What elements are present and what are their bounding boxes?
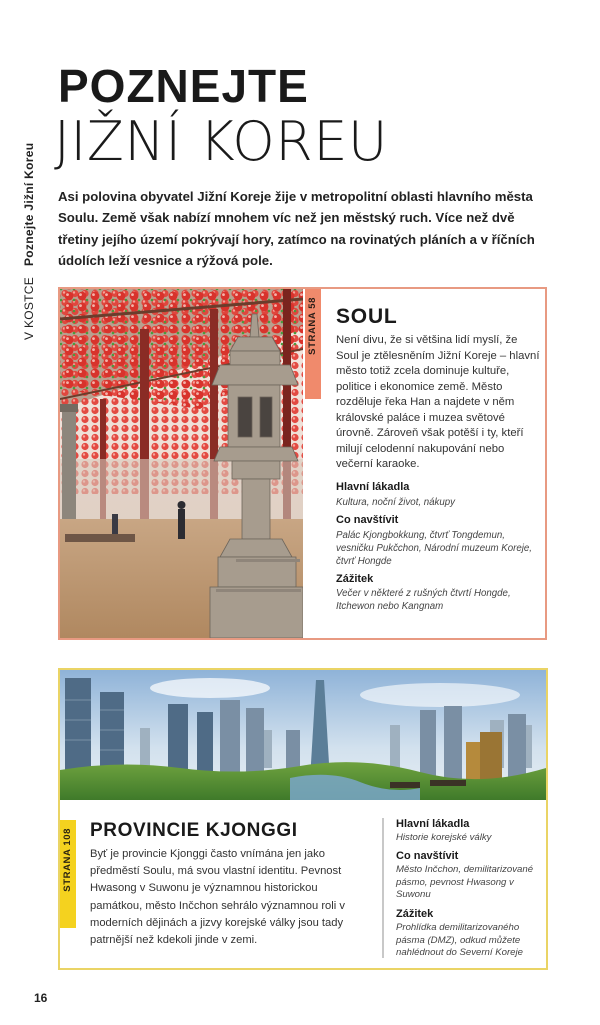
section-side-label [22,143,36,340]
seoul-title: SOUL [336,305,398,328]
page-title-line2: JIŽNÍ KOREU [54,110,388,173]
seoul-description: Není divu, že si většina lidí myslí, že Soul je ztělesněním Jižní Koreje – hlavní město totiž zcela dominuje kultuře, politice i ekonomice země. Město rozděluje řeka Han a najdete v něm královské paláce i muzea světové úrovně. Zároveň však potěší i ty, kteří milují celodenní nakupování nebo večerní karaoke. [336,334,540,470]
seoul-visit-label: Co navštívit [336,514,399,526]
seoul-page-tab [305,289,321,399]
page-number: 16 [34,991,48,1005]
gyeonggi-title: PROVINCIE KJONGGI [90,820,298,841]
gyeonggi-highlights: Historie korejské války [396,832,492,843]
gyeonggi-visit: Město Inčchon, demilitarizované pásmo, pevnost Hwasong v Suwonu [396,864,534,900]
gyeonggi-description: Byť je provincie Kjonggi často vnímána jen jako předměstí Soulu, má svou vlastní identitu. Pevnost Hwasong v Suwonu je významnou historickou památkou, město Inčchon sehrálo významnou roli v moderních dějinách a jizvy korejské války jsou tady patrnější než kdekoli jinde v zemi. [90,848,345,947]
gyeonggi-page-tab [60,820,76,928]
gyeonggi-section [58,668,548,970]
seoul-highlights-label: Hlavní lákadla [336,481,410,493]
gyeonggi-experience: Prohlídka demilitarizovaného pásma (DMZ), odkud můžete nahlédnout do Severní Koreje [396,922,523,958]
page-title-line1: POZNEJTE [58,60,309,112]
gyeonggi-visit-label: Co navštívit [396,850,459,862]
gyeonggi-highlights-label: Hlavní lákadla [396,818,470,830]
seoul-page-ref: STRANA 58 [307,297,318,355]
seoul-temple-photo [60,289,303,638]
intro-paragraph: Asi polovina obyvatel Jižní Koreje žije v metropolitní oblasti hlavního města Soulu. Země však nabízí mnohem víc než jen městský ruch. Více než dvě třetiny jejího území pokrývají hory, zatímco na rovinatých pláních a v říčních údolích leží vesnice a rýžová pole. [58,189,535,268]
gyeonggi-experience-label: Zážitek [396,908,434,920]
seoul-experience: Večer v některé z rušných čtvrtí Hongde, Itchewon nebo Kangnam [336,588,511,612]
seoul-experience-label: Zážitek [336,573,374,585]
seoul-section [58,287,547,640]
section-topic: Poznejte Jižní Koreu [22,142,36,266]
seoul-visit: Palác Kjongbokkung, čtvrť Tongdemun, vesničku Pukčchon, Národní muzeum Koreje, čtvrť Hongde [336,530,532,567]
gyeonggi-page-ref: STRANA 108 [62,828,73,892]
seoul-highlights: Kultura, noční život, nákupy [336,497,456,508]
column-divider [382,818,384,958]
gyeonggi-skyline-photo [60,670,546,800]
section-label: V KOSTCE [22,276,36,340]
